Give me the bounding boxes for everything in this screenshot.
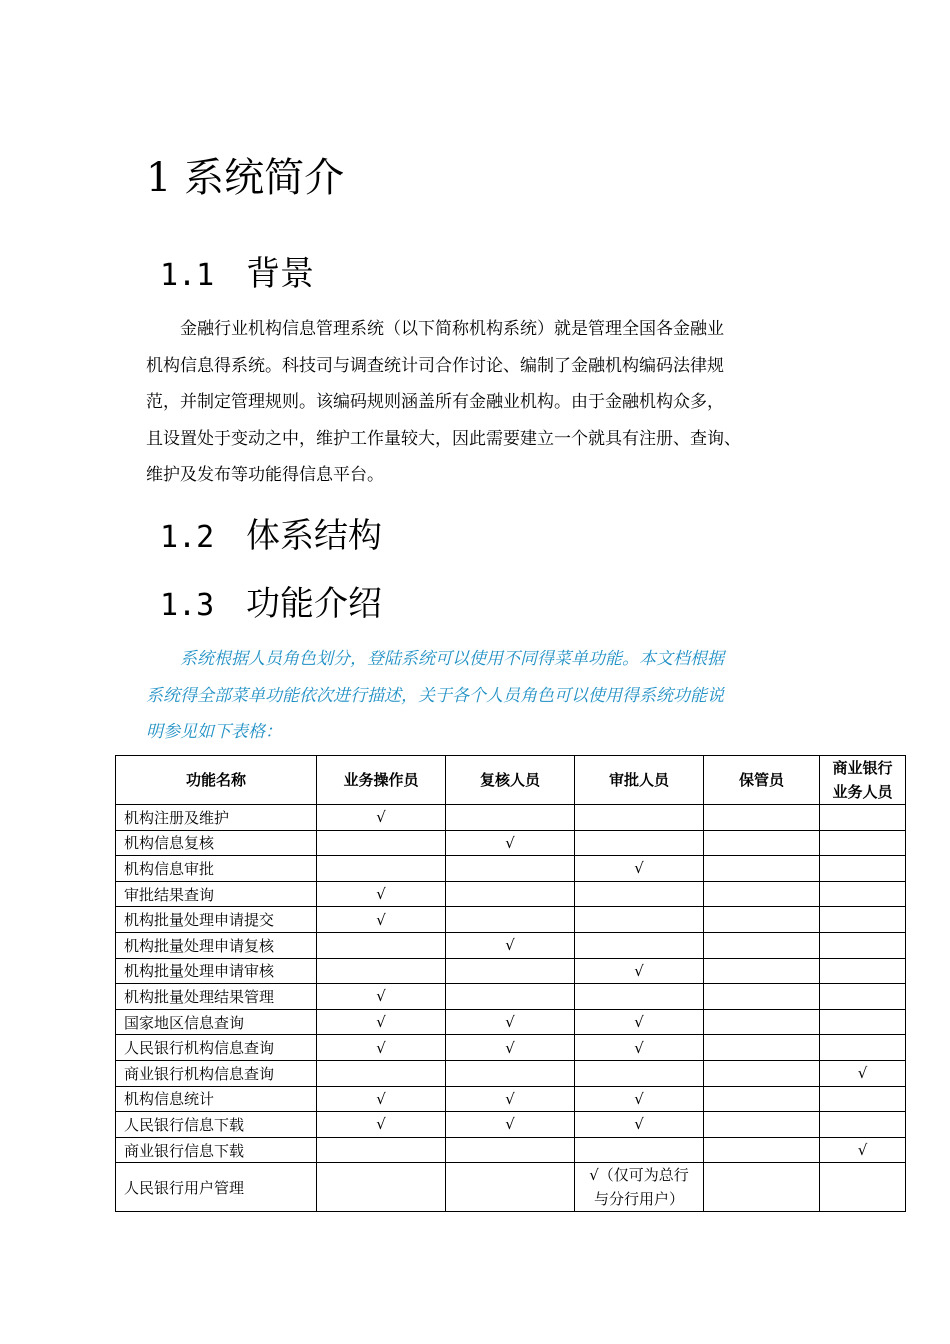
role-cell bbox=[820, 1112, 906, 1138]
role-cell: √ bbox=[446, 1086, 575, 1112]
role-cell bbox=[704, 1112, 820, 1138]
role-cell: √ bbox=[446, 1035, 575, 1061]
table-row bbox=[116, 1009, 906, 1035]
role-cell bbox=[704, 881, 820, 907]
function-name-cell: 机构批量处理申请审核 bbox=[116, 958, 317, 984]
function-name-cell: 机构注册及维护 bbox=[116, 805, 317, 831]
role-cell bbox=[704, 984, 820, 1010]
role-cell bbox=[820, 881, 906, 907]
table-row bbox=[116, 1060, 906, 1086]
role-cell bbox=[575, 805, 704, 831]
role-cell bbox=[317, 1163, 446, 1212]
function-name-cell: 机构信息统计 bbox=[116, 1086, 317, 1112]
role-cell bbox=[446, 1137, 575, 1163]
role-cell bbox=[446, 1163, 575, 1212]
function-name-cell: 人民银行用户管理 bbox=[116, 1163, 317, 1212]
section-title: 背景 bbox=[246, 254, 314, 294]
role-cell: √ bbox=[317, 805, 446, 831]
role-cell bbox=[820, 1009, 906, 1035]
cell-line: 与分行用户） bbox=[593, 1190, 684, 1209]
table-row bbox=[116, 830, 906, 856]
role-cell: √ bbox=[575, 1112, 704, 1138]
function-note-paragraph bbox=[146, 641, 826, 751]
function-name-cell: 国家地区信息查询 bbox=[116, 1009, 317, 1035]
role-cell bbox=[704, 856, 820, 882]
note-line: 明参见如下表格： bbox=[146, 722, 282, 742]
role-cell: √ bbox=[317, 1086, 446, 1112]
role-cell bbox=[317, 830, 446, 856]
header-commercial-bank-staff bbox=[820, 756, 906, 805]
role-cell bbox=[820, 1163, 906, 1212]
role-cell bbox=[820, 830, 906, 856]
role-cell: √ bbox=[820, 1060, 906, 1086]
function-name-cell: 机构信息审批 bbox=[116, 856, 317, 882]
note-line: 系统根据人员角色划分，登陆系统可以使用不同得菜单功能。本文档根据 bbox=[180, 649, 724, 669]
role-cell bbox=[704, 932, 820, 958]
function-name-cell: 商业银行信息下载 bbox=[116, 1137, 317, 1163]
role-cell bbox=[704, 907, 820, 933]
paragraph-line: 且设置处于变动之中，维护工作量较大，因此需要建立一个就具有注册、查询、 bbox=[146, 428, 741, 449]
role-cell bbox=[820, 932, 906, 958]
role-cell bbox=[317, 856, 446, 882]
background-paragraph bbox=[146, 311, 826, 494]
section-title: 体系结构 bbox=[246, 516, 382, 556]
role-cell bbox=[704, 958, 820, 984]
role-cell: √ bbox=[317, 1112, 446, 1138]
role-cell: √ bbox=[317, 881, 446, 907]
role-cell: √ bbox=[446, 1112, 575, 1138]
section-number: 1.2 bbox=[160, 520, 215, 555]
role-cell bbox=[820, 984, 906, 1010]
role-cell bbox=[317, 958, 446, 984]
section-title: 功能介绍 bbox=[246, 584, 382, 624]
table-row bbox=[116, 1137, 906, 1163]
table-row bbox=[116, 881, 906, 907]
section-heading-architecture bbox=[160, 513, 382, 561]
role-cell bbox=[704, 1163, 820, 1212]
paragraph-line: 机构信息得系统。科技司与调查统计司合作讨论、编制了金融机构编码法律规 bbox=[146, 355, 724, 376]
role-cell: √ bbox=[575, 1086, 704, 1112]
function-name-cell: 机构信息复核 bbox=[116, 830, 317, 856]
paragraph-line: 范，并制定管理规则。该编码规则涵盖所有金融业机构。由于金融机构众多， bbox=[146, 392, 724, 412]
function-name-cell: 机构批量处理申请提交 bbox=[116, 907, 317, 933]
cell-line: √（仅可为总行 bbox=[589, 1166, 689, 1185]
role-cell bbox=[446, 805, 575, 831]
table-row bbox=[116, 958, 906, 984]
role-cell: √ bbox=[575, 1035, 704, 1061]
chapter-heading: 1 系统简介 bbox=[146, 155, 345, 201]
role-cell bbox=[575, 984, 704, 1010]
role-cell bbox=[704, 1035, 820, 1061]
role-cell bbox=[820, 1086, 906, 1112]
role-cell: √ bbox=[575, 1009, 704, 1035]
role-cell bbox=[317, 1060, 446, 1086]
section-number: 1.3 bbox=[160, 588, 215, 623]
table-row bbox=[116, 805, 906, 831]
role-cell bbox=[575, 932, 704, 958]
header-function-name: 功能名称 bbox=[116, 756, 317, 805]
role-cell bbox=[820, 1035, 906, 1061]
table-row bbox=[116, 907, 906, 933]
role-cell bbox=[446, 907, 575, 933]
role-cell bbox=[446, 984, 575, 1010]
role-cell: √ bbox=[317, 1009, 446, 1035]
role-cell bbox=[704, 1060, 820, 1086]
role-cell: √ bbox=[446, 830, 575, 856]
role-cell bbox=[704, 1009, 820, 1035]
header-operator: 业务操作员 bbox=[317, 756, 446, 805]
table-row bbox=[116, 856, 906, 882]
section-heading-background bbox=[160, 251, 314, 299]
header-reviewer: 复核人员 bbox=[446, 756, 575, 805]
paragraph-line: 维护及发布等功能得信息平台。 bbox=[146, 465, 384, 485]
note-line: 系统得全部菜单功能依次进行描述，关于各个人员角色可以使用得系统功能说 bbox=[146, 685, 724, 706]
function-name-cell: 人民银行信息下载 bbox=[116, 1112, 317, 1138]
paragraph-line: 金融行业机构信息管理系统（以下简称机构系统）就是管理全国各金融业 bbox=[180, 319, 724, 339]
role-cell bbox=[575, 830, 704, 856]
role-cell: √ bbox=[575, 958, 704, 984]
role-cell bbox=[317, 932, 446, 958]
function-name-cell: 机构批量处理结果管理 bbox=[116, 984, 317, 1010]
table-row bbox=[116, 1086, 906, 1112]
function-role-table bbox=[115, 755, 906, 1212]
role-cell bbox=[446, 958, 575, 984]
table-body bbox=[116, 805, 906, 1212]
table-row bbox=[116, 1112, 906, 1138]
header-line: 商业银行 bbox=[832, 759, 893, 777]
role-cell bbox=[446, 856, 575, 882]
role-cell bbox=[446, 1060, 575, 1086]
function-name-cell: 商业银行机构信息查询 bbox=[116, 1060, 317, 1086]
role-cell: √ bbox=[446, 932, 575, 958]
role-cell: √ bbox=[317, 1035, 446, 1061]
header-custodian: 保管员 bbox=[704, 756, 820, 805]
role-cell bbox=[575, 1060, 704, 1086]
role-cell: √ bbox=[317, 984, 446, 1010]
role-cell bbox=[575, 881, 704, 907]
function-name-cell: 人民银行机构信息查询 bbox=[116, 1035, 317, 1061]
role-cell bbox=[704, 830, 820, 856]
table-row bbox=[116, 932, 906, 958]
role-cell bbox=[820, 958, 906, 984]
table-row bbox=[116, 1035, 906, 1061]
role-cell: √ bbox=[575, 856, 704, 882]
role-cell: √ bbox=[317, 907, 446, 933]
role-cell-approver bbox=[575, 1163, 704, 1212]
header-line: 业务人员 bbox=[832, 783, 893, 801]
function-name-cell: 审批结果查询 bbox=[116, 881, 317, 907]
section-heading-functions bbox=[160, 581, 382, 629]
role-cell bbox=[704, 805, 820, 831]
role-cell: √ bbox=[820, 1137, 906, 1163]
role-cell: √ bbox=[446, 1009, 575, 1035]
table-row bbox=[116, 1163, 906, 1212]
role-cell bbox=[446, 881, 575, 907]
role-cell bbox=[820, 856, 906, 882]
role-cell bbox=[575, 1137, 704, 1163]
role-cell bbox=[704, 1137, 820, 1163]
role-cell bbox=[317, 1137, 446, 1163]
role-cell bbox=[820, 907, 906, 933]
role-cell bbox=[704, 1086, 820, 1112]
table-header-row bbox=[116, 756, 906, 805]
role-cell bbox=[575, 907, 704, 933]
header-approver: 审批人员 bbox=[575, 756, 704, 805]
function-name-cell: 机构批量处理申请复核 bbox=[116, 932, 317, 958]
table-row bbox=[116, 984, 906, 1010]
section-number: 1.1 bbox=[160, 258, 215, 293]
role-cell bbox=[820, 805, 906, 831]
